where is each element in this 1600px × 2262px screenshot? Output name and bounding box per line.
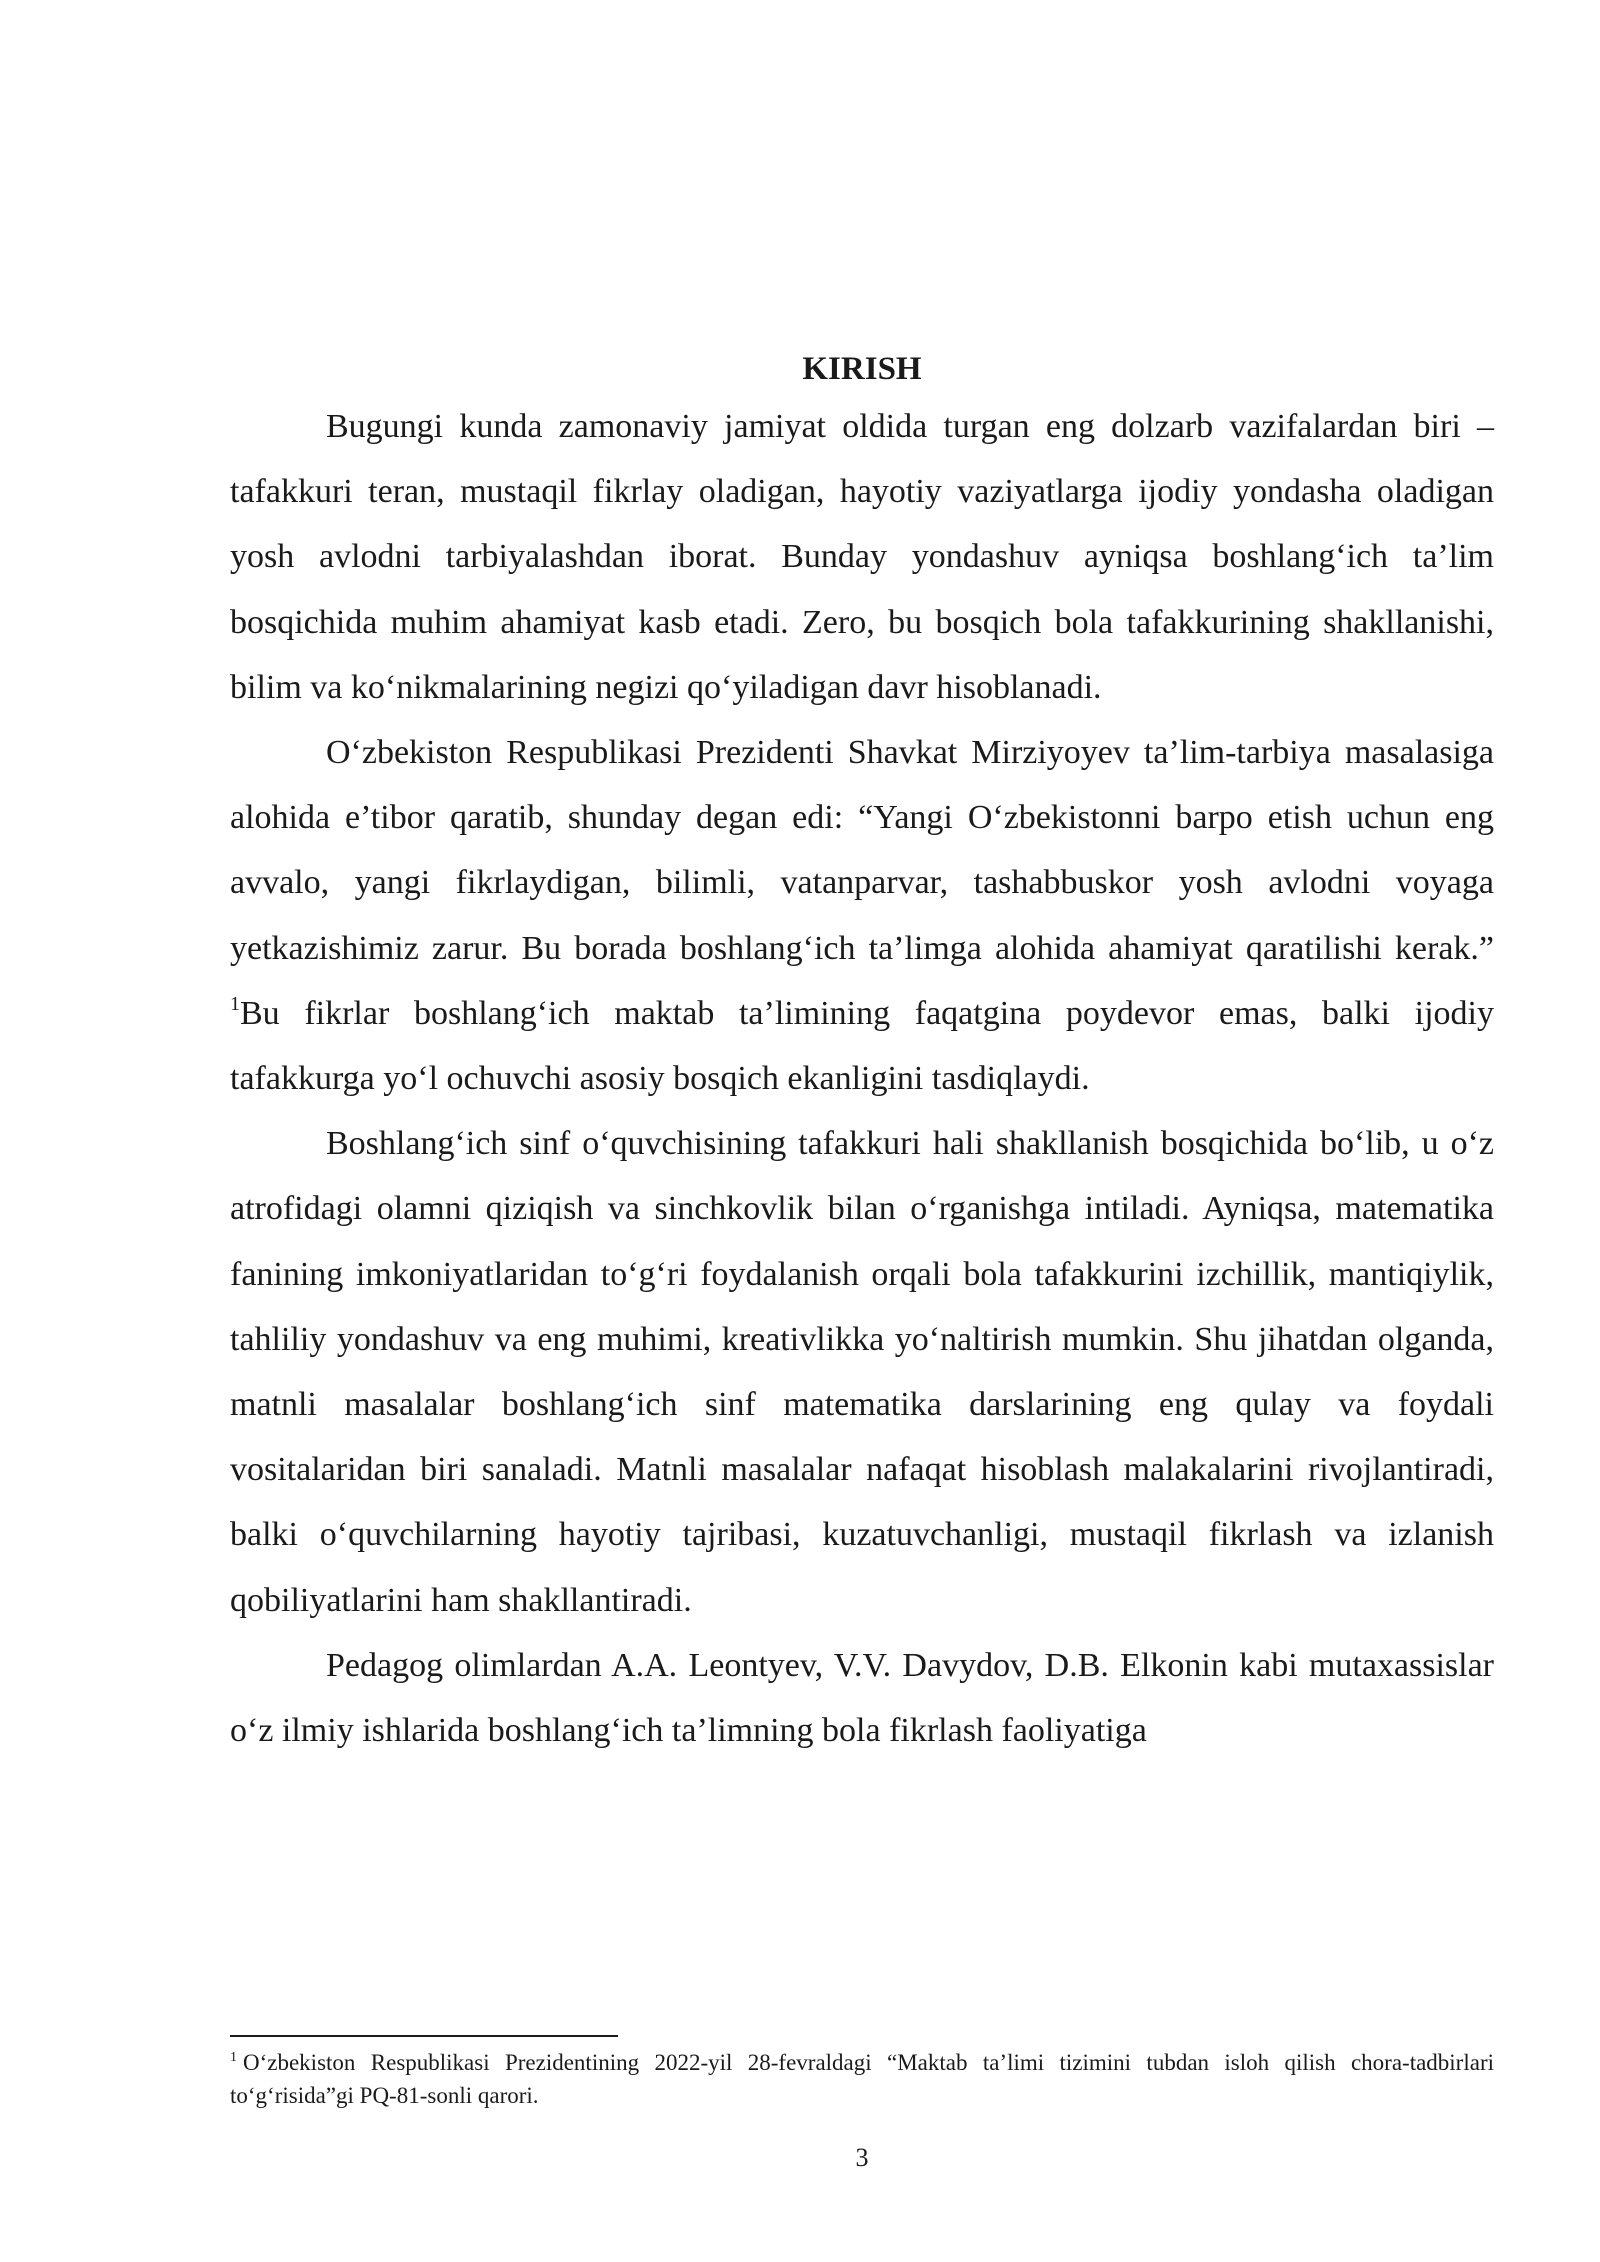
footnote-reference[interactable]: 1 bbox=[230, 992, 240, 1015]
paragraph-3: Boshlang‘ich sinf o‘quvchisining tafakkuri hali shakllanish bosqichida bo‘lib, u o‘z atrofidagi olamni qiziqish va sinchkovlik bilan o‘rganishga intiladi. Ayniqsa, matematika fanining imkoniyatlaridan to‘g‘ri foydalanish orqali bola tafakkurini izchillik, mantiqiylik, tahliliy yondashuv va eng muhimi, kreativlikka yo‘naltirish mumkin. Shu jihatdan olganda, matnli masalalar boshlang‘ich sinf matematika darslarining eng qulay va foydali vositalaridan biri sanaladi. Matnli masalalar nafaqat hisoblash malakalarini rivojlantiradi, balki o‘quvchilarning hayotiy tajribasi, kuzatuvchanligi, mustaqil fikrlash va izlanish qobiliyatlarini ham shakllantiradi. bbox=[230, 1125, 1494, 1619]
paragraph-2-text-after: Bu fikrlar boshlang‘ich maktab ta’limining faqatgina poydevor emas, balki ijodiy tafakkurga yo‘l ochuvchi asosiy bosqich ekanligini tasdiqlaydi. bbox=[230, 994, 1494, 1098]
paragraph-2-text-before: O‘zbekiston Respublikasi Prezidenti Shavkat Mirziyoyev ta’lim-tarbiya masalasiga alohida e’tibor qaratib, shunday degan edi: “Yangi O‘zbekistonni barpo etish uchun eng avvalo, yangi fikrlaydigan, bilimli, vatanparvar, tashabbuskor yosh avlodni voyaga yetkazishimiz zarur. Bu borada boshlang‘ich ta’limga alohida ahamiyat qaratilishi kerak.” bbox=[230, 734, 1494, 967]
footnote-text: O‘zbekiston Respublikasi Prezidentining 2022-yil 28-fevraldagi “Maktab ta’limi tizimini tubdan isloh qilish chora-tadbirlari to‘g‘risida”gi PQ-81-sonli qarori. bbox=[230, 2050, 1494, 2108]
page-number: 3 bbox=[855, 2143, 869, 2172]
footnote-separator bbox=[230, 2035, 618, 2037]
footnote-number: 1 bbox=[230, 2050, 237, 2065]
paragraph-4: Pedagog olimlardan A.A. Leontyev, V.V. Davydov, D.B. Elkonin kabi mutaxassislar o‘z ilmiy ishlarida boshlang‘ich ta’limning bola fikrlash faoliyatiga bbox=[230, 1646, 1494, 1750]
paragraph-1: Bugungi kunda zamonaviy jamiyat oldida turgan eng dolzarb vazifalardan biri – tafakkuri teran, mustaqil fikrlay oladigan, hayotiy vaziyatlarga ijodiy yondasha oladigan yosh avlodni tarbiyalashdan iborat. Bunday yondashuv ayniqsa boshlang‘ich ta’lim bosqichida muhim ahamiyat kasb etadi. Zero, bu bosqich bola tafakkurining shakllanishi, bilim va ko‘nikmalarining negizi qo‘yiladigan davr hisoblanadi. bbox=[230, 408, 1494, 706]
page-title: KIRISH bbox=[802, 351, 922, 387]
paragraph-2 bbox=[230, 720, 1494, 1111]
page-body bbox=[230, 347, 1494, 1763]
footnote bbox=[230, 2046, 1494, 2112]
